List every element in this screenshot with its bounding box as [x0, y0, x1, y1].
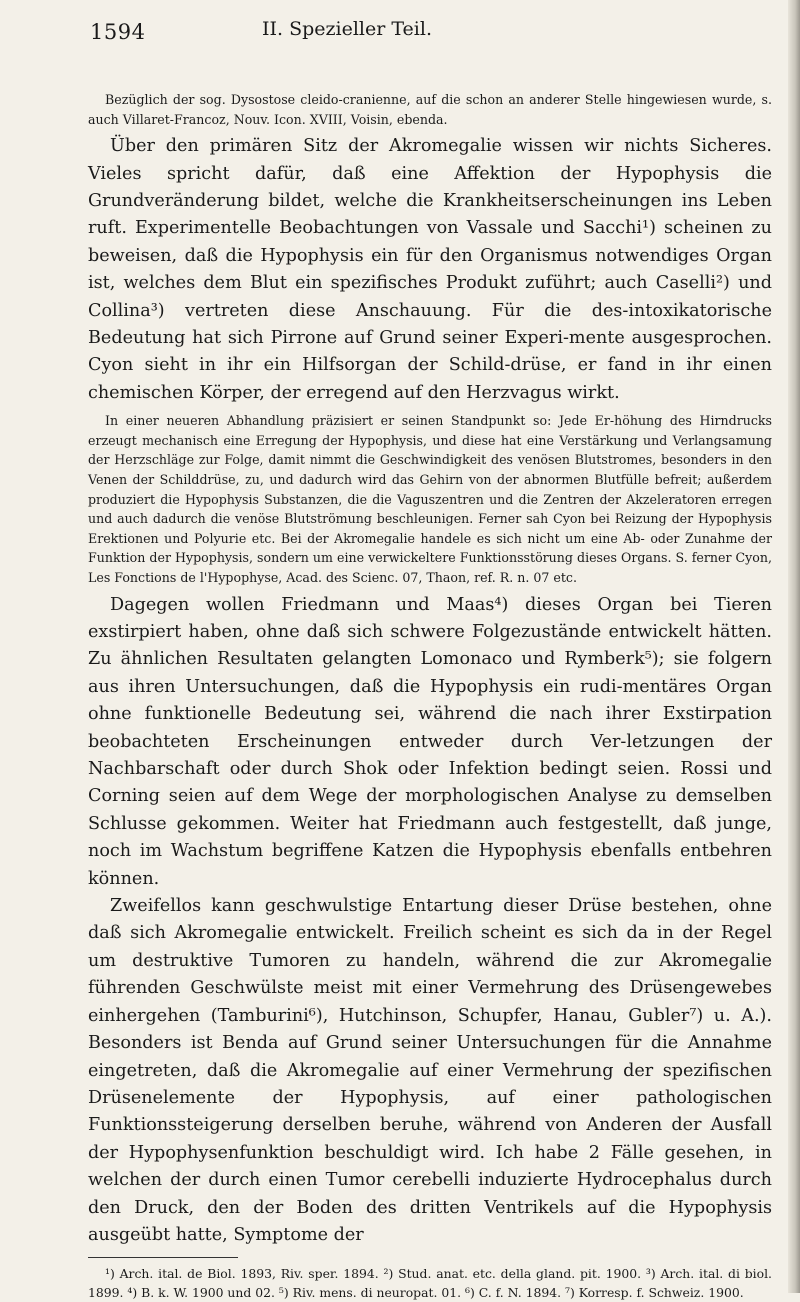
footnote-rule — [88, 1257, 238, 1258]
page-number: 1594 — [90, 20, 146, 44]
page-header — [90, 8, 770, 44]
page-edge-shadow — [788, 0, 800, 1293]
paragraph-small-print: In einer neueren Abhandlung präzisiert er seinen Standpunkt so: Jede Er-höhung des Hirndrucks erzeugt mechanisch eine Erregung der Hypophysis, und diese hat eine Verstärkung und Verlangsamung der Herzschläge zur Folge, damit nimmt die Geschwindigkeit des venösen Blutstromes, besonders in den Venen der Schilddrüse, zu, und dadurch wird das Gehirn von der abnormen Blutfülle befreit; außerdem produziert die Hypophysis Substanzen, die die Vaguszentren und die Zentren der Akzeleratoren erregen und auch dadurch die venöse Blutströmung beschleunigen. Ferner sah Cyon bei Reizung der Hypophysis Erektionen und Polyurie etc. Bei der Akromegalie handele es sich nicht um eine Ab- oder Zunahme der Funktion der Hypophysis, sondern um eine verwickeltere Funktionsstörung dieses Organs. S. ferner Cyon, Les Fonctions de l'Hypophyse, Acad. des Scienc. 07, Thaon, ref. R. n. 07 etc. — [88, 413, 772, 585]
footnotes: ¹) Arch. ital. de Biol. 1893, Riv. sper. 1894. ²) Stud. anat. etc. della gland. pit. 1900. ³) Arch. ital. di biol. 1899. ⁴) B. k. W. 1900 und 02. ⁵) Riv. mens. di neuropat. 01. ⁶) C. f. N. 1894. ⁷) Korresp. f. Schweiz. 1900. — [88, 1266, 772, 1301]
paragraph: Dagegen wollen Friedmann und Maas⁴) dieses Organ bei Tieren exstirpiert haben, ohne daß sich schwere Folgezustände entwickelt hätten. Zu ähnlichen Resultaten gelangten Lomonaco und Rymberk⁵); sie folgern aus ihren Untersuchungen, daß die Hypophysis ein rudi-mentäres Organ ohne funktionelle Bedeutung sei, während die nach ihrer Exstirpation beobachteten Erscheinungen entweder durch Ver-letzungen der Nachbarschaft oder durch Shok oder Infektion bedingt seien. Rossi und Corning seien auf dem Wege der morphologischen Analyse zu demselben Schlusse gekommen. Weiter hat Friedmann auch festgestellt, daß junge, noch im Wachstum begriffene Katzen die Hypophysis ebenfalls entbehren können. — [88, 594, 772, 889]
paragraph-small-print: Bezüglich der sog. Dysostose cleido-cranienne, auf die schon an anderer Stelle hingewiesen wurde, s. auch Villaret-Francoz, Nouv. Icon. XVIII, Voisin, ebenda. — [88, 92, 772, 127]
running-head: II. Spezieller Teil. — [262, 18, 432, 40]
paragraph: Über den primären Sitz der Akromegalie wissen wir nichts Sicheres. Vieles spricht dafür, daß eine Affektion der Hypophysis die Grundveränderung bildet, welche die Krankheitserscheinungen ins Leben ruft. Experimentelle Beobachtungen von Vassale und Sacchi¹) scheinen zu beweisen, daß die Hypophysis ein für den Organismus notwendiges Organ ist, welches dem Blut ein spezifisches Produkt zuführt; auch Caselli²) und Collina³) vertreten diese Anschauung. Für die des-intoxikatorische Bedeutung hat sich Pirrone auf Grund seiner Experi-mente ausgesprochen. Cyon sieht in ihr ein Hilfsorgan der Schild-drüse, er fand in ihr einen chemischen Körper, der erregend auf den Herzvagus wirkt. — [88, 136, 772, 403]
page-body — [88, 90, 772, 1302]
paragraph: Zweifellos kann geschwulstige Entartung dieser Drüse bestehen, ohne daß sich Akromegalie entwickelt. Freilich scheint es sich da in der Regel um destruktive Tumoren zu handeln, während die zur Akromegalie führenden Geschwülste meist mit einer Vermehrung des Drüsengewebes einhergehen (Tamburini⁶), Hutchinson, Schupfer, Hanau, Gubler⁷) u. A.). Besonders ist Benda auf Grund seiner Untersuchungen für die Annahme eingetreten, daß die Akromegalie auf einer Vermehrung der spezifischen Drüsenelemente der Hypophysis, auf einer pathologischen Funktionssteigerung derselben beruhe, während von Anderen der Ausfall der Hypophysenfunktion beschuldigt wird. Ich habe 2 Fälle gesehen, in welchen der durch einen Tumor cerebelli induzierte Hydrocephalus durch den Druck, den der Boden des dritten Ventrikels auf die Hypophysis ausgeübt hatte, Symptome der — [88, 896, 772, 1245]
